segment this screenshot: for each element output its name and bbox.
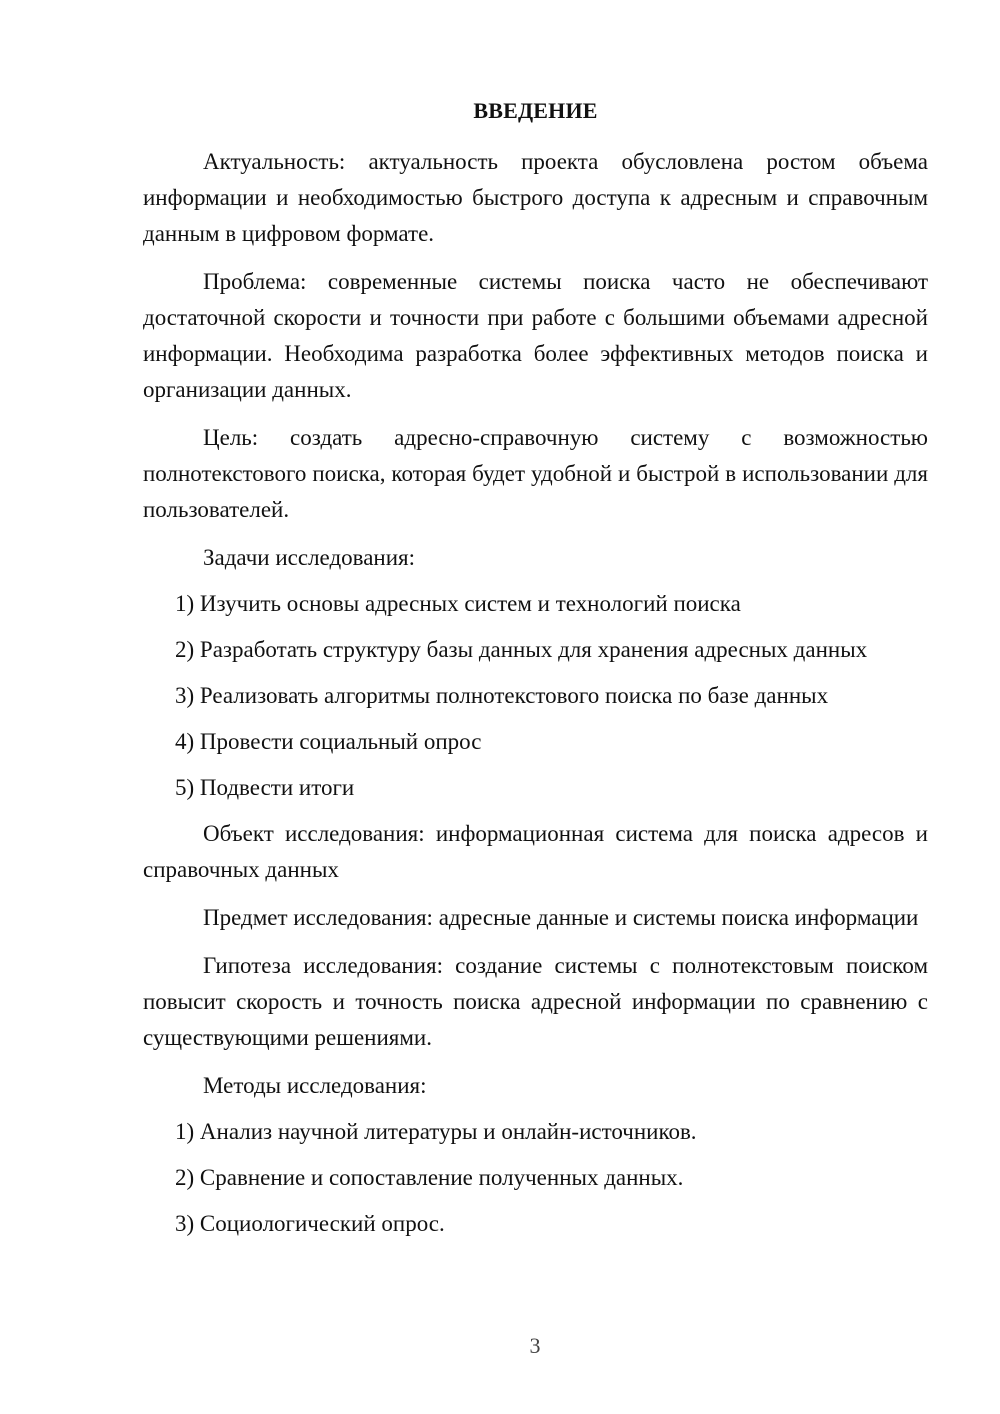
object-paragraph: Объект исследования: информационная система для поиска адресов и справочных данных — [143, 821, 928, 882]
list-item: 4) Провести социальный опрос — [175, 729, 482, 754]
hypothesis-paragraph: Гипотеза исследования: создание системы с полнотекстовым поиском повысит скорость и точность поиска адресной информации по сравнению с существующими решениями. — [143, 953, 928, 1050]
tasks-list — [143, 586, 928, 806]
list-item: 3) Реализовать алгоритмы полнотекстового поиска по базе данных — [175, 683, 829, 708]
methods-list — [143, 1114, 928, 1242]
page-number: 3 — [529, 1333, 541, 1358]
subject-paragraph: Предмет исследования: адресные данные и системы поиска информации — [203, 905, 919, 930]
goal-paragraph: Цель: создать адресно-справочную систему с возможностью полнотекстового поиска, которая будет удобной и быстрой в использовании для пользователей. — [143, 425, 928, 522]
tasks-label: Задачи исследования: — [203, 545, 416, 570]
section-heading: ВВЕДЕНИЕ — [473, 98, 598, 123]
problem-paragraph: Проблема: современные системы поиска часто не обеспечивают достаточной скорости и точности при работе с большими объемами адресной информации. Необходима разработка более эффективных методов поиска и организации данных. — [143, 269, 928, 402]
list-item: 1) Анализ научной литературы и онлайн-источников. — [175, 1119, 697, 1144]
list-item: 2) Разработать структуру базы данных для хранения адресных данных — [175, 637, 868, 662]
list-item: 2) Сравнение и сопоставление полученных данных. — [175, 1165, 684, 1190]
methods-label: Методы исследования: — [203, 1073, 427, 1098]
relevance-paragraph: Актуальность: актуальность проекта обусловлена ростом объема информации и необходимостью быстрого доступа к адресным и справочным данным в цифровом формате. — [143, 149, 928, 246]
list-item: 1) Изучить основы адресных систем и технологий поиска — [175, 591, 741, 616]
list-item: 5) Подвести итоги — [175, 775, 355, 800]
page-content — [143, 96, 928, 1252]
list-item: 3) Социологический опрос. — [175, 1211, 445, 1236]
